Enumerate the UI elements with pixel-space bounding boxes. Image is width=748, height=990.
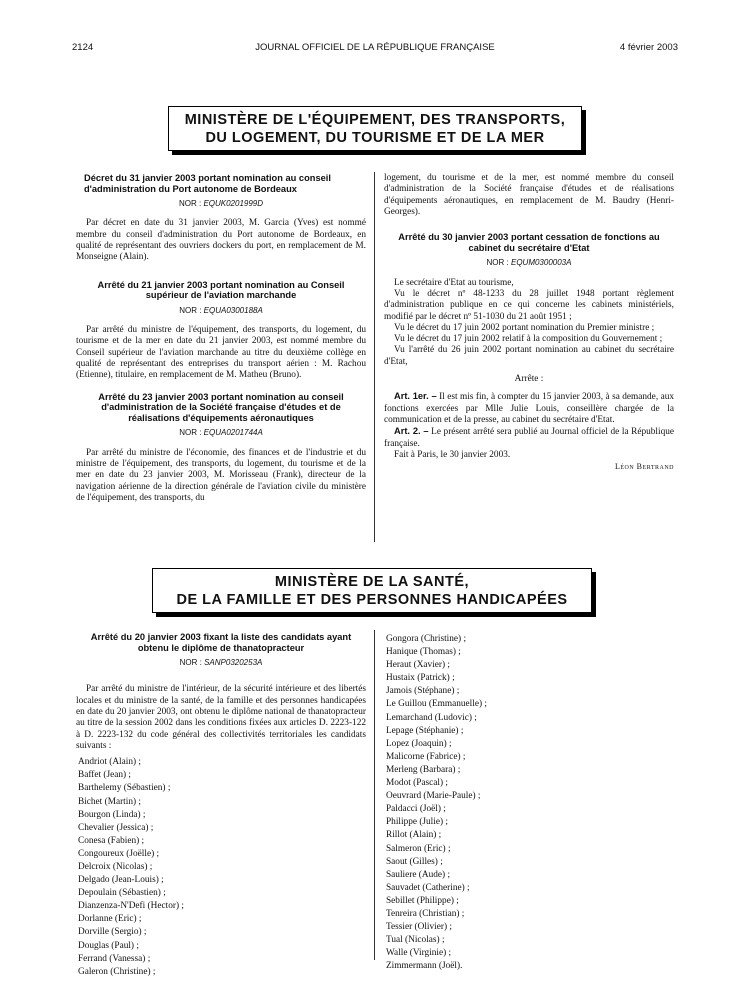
ministry-title-line1: MINISTÈRE DE LA SANTÉ, xyxy=(274,574,470,590)
candidate-name: Jamois (Stéphane) ; xyxy=(386,686,460,697)
article-1 xyxy=(384,391,674,426)
nor-code: EQUA0201744A xyxy=(203,428,263,438)
nor-label: NOR : xyxy=(179,428,202,438)
issue-date: 4 février 2003 xyxy=(619,42,678,53)
article-title: Arrêté du 23 janvier 2003 portant nomination au conseil d'administration de la Société française d'études et de réalisations d'équipements aéronautiques xyxy=(98,391,344,423)
candidate-name: Congoureux (Joëlle) ; xyxy=(78,848,160,859)
candidate-name: Walle (Virginie) ; xyxy=(386,948,452,959)
nor-label: NOR : xyxy=(179,305,202,315)
candidate-name: Saout (Gilles) ; xyxy=(386,856,443,867)
ministry-banner-equipement xyxy=(168,106,582,151)
nor-reference xyxy=(76,427,366,438)
candidate-name: Modot (Pascal) ; xyxy=(386,778,448,789)
page-number: 2124 xyxy=(72,42,94,53)
ministry-title-line2: DU LOGEMENT, DU TOURISME ET DE LA MER xyxy=(205,130,545,146)
signature: Léon Bertrand xyxy=(614,462,674,472)
candidate-name: Sauvadet (Catherine) ; xyxy=(386,882,470,893)
nor-reference xyxy=(76,305,366,316)
journal-title: JOURNAL OFFICIEL DE LA RÉPUBLIQUE FRANÇAISE xyxy=(255,42,495,53)
candidate-name: Malicorne (Fabrice) ; xyxy=(386,751,466,762)
candidate-list-left xyxy=(76,756,366,979)
visa-paragraph: Le secrétaire d'Etat au tourisme, xyxy=(394,277,514,288)
right-column-upper xyxy=(384,173,674,472)
nor-code: SANP0320253A xyxy=(204,658,263,668)
article-body: Par arrêté du ministre de l'économie, des finances et de l'industrie et du ministre de l'équipement, des transports, du logement, du tourisme et de la mer en date du 23 janvier 2003, M. Morisseau (Frank), directeur de la navigation aérienne de la direction générale de l'aviation civile du ministère de l'équipement, des transports, du xyxy=(76,447,366,503)
candidate-name: Dorville (Sergio) ; xyxy=(78,927,147,938)
article-1-text: Il est mis fin, à compter du 15 janvier 2003, à sa demande, aux fonctions exercées par Mlle Julie Louis, conseillère chargée de la communication et de la presse, au cabinet du secrétaire d'Etat. xyxy=(384,392,675,425)
nor-reference xyxy=(76,657,366,668)
arrete-heading: Arrête : xyxy=(514,374,544,385)
candidate-name: Paldacci (Joël) ; xyxy=(386,804,446,815)
ministry-title-line1: MINISTÈRE DE L'ÉQUIPEMENT, DES TRANSPORTS, xyxy=(184,112,566,128)
article-title: Arrêté du 30 janvier 2003 portant cessation de fonctions au cabinet du secrétaire d'Etat xyxy=(398,232,660,253)
candidate-name: Le Guillou (Emmanuelle) ; xyxy=(386,699,487,710)
candidate-name: Depoulain (Sébastien) ; xyxy=(78,888,166,899)
candidate-name: Heraut (Xavier) ; xyxy=(386,660,451,671)
nor-label: NOR : xyxy=(486,258,509,268)
candidate-name: Sauliere (Aude) ; xyxy=(386,869,451,880)
article-continuation: logement, du tourisme et de la mer, est nommé membre du conseil d'administration de la Société française d'études et de réalisations d'équipements aéronautiques, en remplacement de M. Baudry (Henri-Georges). xyxy=(384,173,674,217)
candidate-name: Galeron (Christine) ; xyxy=(78,966,156,977)
candidate-name: Salmeron (Eric) ; xyxy=(386,843,451,854)
nor-reference xyxy=(384,257,674,268)
candidate-name: Bichet (Martin) ; xyxy=(78,796,141,807)
nor-code: EQUA0300188A xyxy=(203,305,263,315)
candidate-name: Lopez (Joaquin) ; xyxy=(386,738,452,749)
nor-code: EQUM0300003A xyxy=(510,258,572,268)
candidate-name: Douglas (Paul) ; xyxy=(78,940,139,951)
article-body: Par arrêté du ministre de l'intérieur, de la sécurité intérieure et des libertés locales et du ministre de la santé, de la famille et des personnes handicapées en date du 20 janvier 2003, ont obtenu le diplôme national de thanatopracteur au titre de la session 2002 dans les conditions fixées aux articles D. 2223-122 à D. 2223-132 du code général des collectivités territoriales les candidats suivants : xyxy=(76,684,366,751)
candidate-name: Oeuvrard (Marie-Paule) ; xyxy=(386,791,481,802)
visa-paragraph: Vu l'arrêté du 26 juin 2002 portant nomination au cabinet du secrétaire d'Etat, xyxy=(384,345,674,367)
article-2-text: Le présent arrêté sera publié au Journal officiel de la République française. xyxy=(384,427,675,449)
candidate-name: Bourgon (Linda) ; xyxy=(78,809,146,820)
article-body: Par arrêté du ministre de l'équipement, des transports, du logement, du tourisme et de la mer en date du 21 janvier 2003, est nommé membre du Conseil supérieur de l'aviation marchande au titre du deuxième collège en qualité de représentant des entreprises du transport aérien : M. Rachou (Etienne), titulaire, en remplacement de M. Matheu (Bruno). xyxy=(76,325,366,381)
article-body: Par décret en date du 31 janvier 2003, M. Garcia (Yves) est nommé membre du conseil d'administration du Port autonome de Bordeaux, en qualité de représentant des ouvriers dockers du port, en remplacement de M. Monseigne (Alain). xyxy=(76,218,366,263)
candidate-name: Merleng (Barbara) ; xyxy=(386,764,461,775)
right-column-lower xyxy=(384,633,674,973)
candidate-name: Lemarchand (Ludovic) ; xyxy=(386,712,477,723)
visa-paragraph: Vu le décret du 17 juin 2002 relatif à la composition du Gouvernement ; xyxy=(394,334,663,345)
visa-paragraph: Vu le décret nº 48-1233 du 28 juillet 1948 portant règlement d'administration publique en ce qui concerne les cabinets ministériels, modifié par le décret nº 51-1030 du 21 août 1951 ; xyxy=(384,288,674,322)
column-divider xyxy=(374,172,375,542)
candidate-name: Philippe (Julie) ; xyxy=(386,817,448,828)
nor-label: NOR : xyxy=(178,199,202,209)
candidate-name: Tessier (Olivier) ; xyxy=(386,922,452,933)
candidate-name: Hustaix (Patrick) ; xyxy=(386,673,455,684)
article-2-label: Art. 2. – xyxy=(394,426,429,437)
left-column-lower xyxy=(76,632,366,979)
candidate-name: Hanique (Thomas) ; xyxy=(386,647,461,658)
candidate-name: Tual (Nicolas) ; xyxy=(386,935,445,946)
article-1-label: Art. 1er. – xyxy=(394,391,437,402)
candidate-name: Delcroix (Nicolas) ; xyxy=(78,862,153,873)
article-title: Décret du 31 janvier 2003 portant nomination au conseil d'administration du Port autonome de Bordeaux xyxy=(84,173,331,194)
nor-label: NOR : xyxy=(179,658,202,668)
visa-paragraph: Vu le décret du 17 juin 2002 portant nomination du Premier ministre ; xyxy=(394,322,655,333)
nor-code: EQUK0201999D xyxy=(203,199,264,209)
candidate-name: Ferrand (Vanessa) ; xyxy=(78,953,151,964)
candidate-name: Delgado (Jean-Louis) ; xyxy=(78,875,164,886)
candidate-name: Chevalier (Jessica) ; xyxy=(78,822,154,833)
candidate-name: Baffet (Jean) ; xyxy=(78,770,132,781)
candidate-name: Zimmermann (Joël). xyxy=(386,961,463,972)
done-at: Fait à Paris, le 30 janvier 2003. xyxy=(394,449,511,460)
article-2 xyxy=(384,426,674,450)
candidate-name: Dianzenza-N'Defi (Hector) ; xyxy=(78,901,184,912)
candidate-list-right xyxy=(384,633,674,973)
candidate-name: Lepage (Stéphanie) ; xyxy=(386,725,464,736)
candidate-name: Rillot (Alain) ; xyxy=(386,830,442,841)
candidate-name: Sebillet (Philippe) ; xyxy=(386,895,459,906)
nor-reference xyxy=(76,198,366,209)
ministry-banner-sante xyxy=(152,568,592,613)
left-column-upper xyxy=(76,173,366,504)
article-title: Arrêté du 21 janvier 2003 portant nomination au Conseil supérieur de l'aviation marchande xyxy=(97,279,345,301)
article-title: Arrêté du 20 janvier 2003 fixant la liste des candidats ayant obtenu le diplôme de thanatopracteur xyxy=(90,632,352,653)
candidate-name: Conesa (Fabien) ; xyxy=(78,835,145,846)
candidate-name: Dorlanne (Eric) ; xyxy=(78,914,142,925)
candidate-name: Andriot (Alain) ; xyxy=(78,757,141,768)
column-divider xyxy=(374,630,375,960)
ministry-title-line2: DE LA FAMILLE ET DES PERSONNES HANDICAPÉES xyxy=(176,592,568,608)
candidate-name: Barthelemy (Sébastien) ; xyxy=(78,783,171,794)
candidate-name: Gongora (Christine) ; xyxy=(386,634,467,644)
candidate-name: Tenreira (Christian) ; xyxy=(386,908,465,919)
